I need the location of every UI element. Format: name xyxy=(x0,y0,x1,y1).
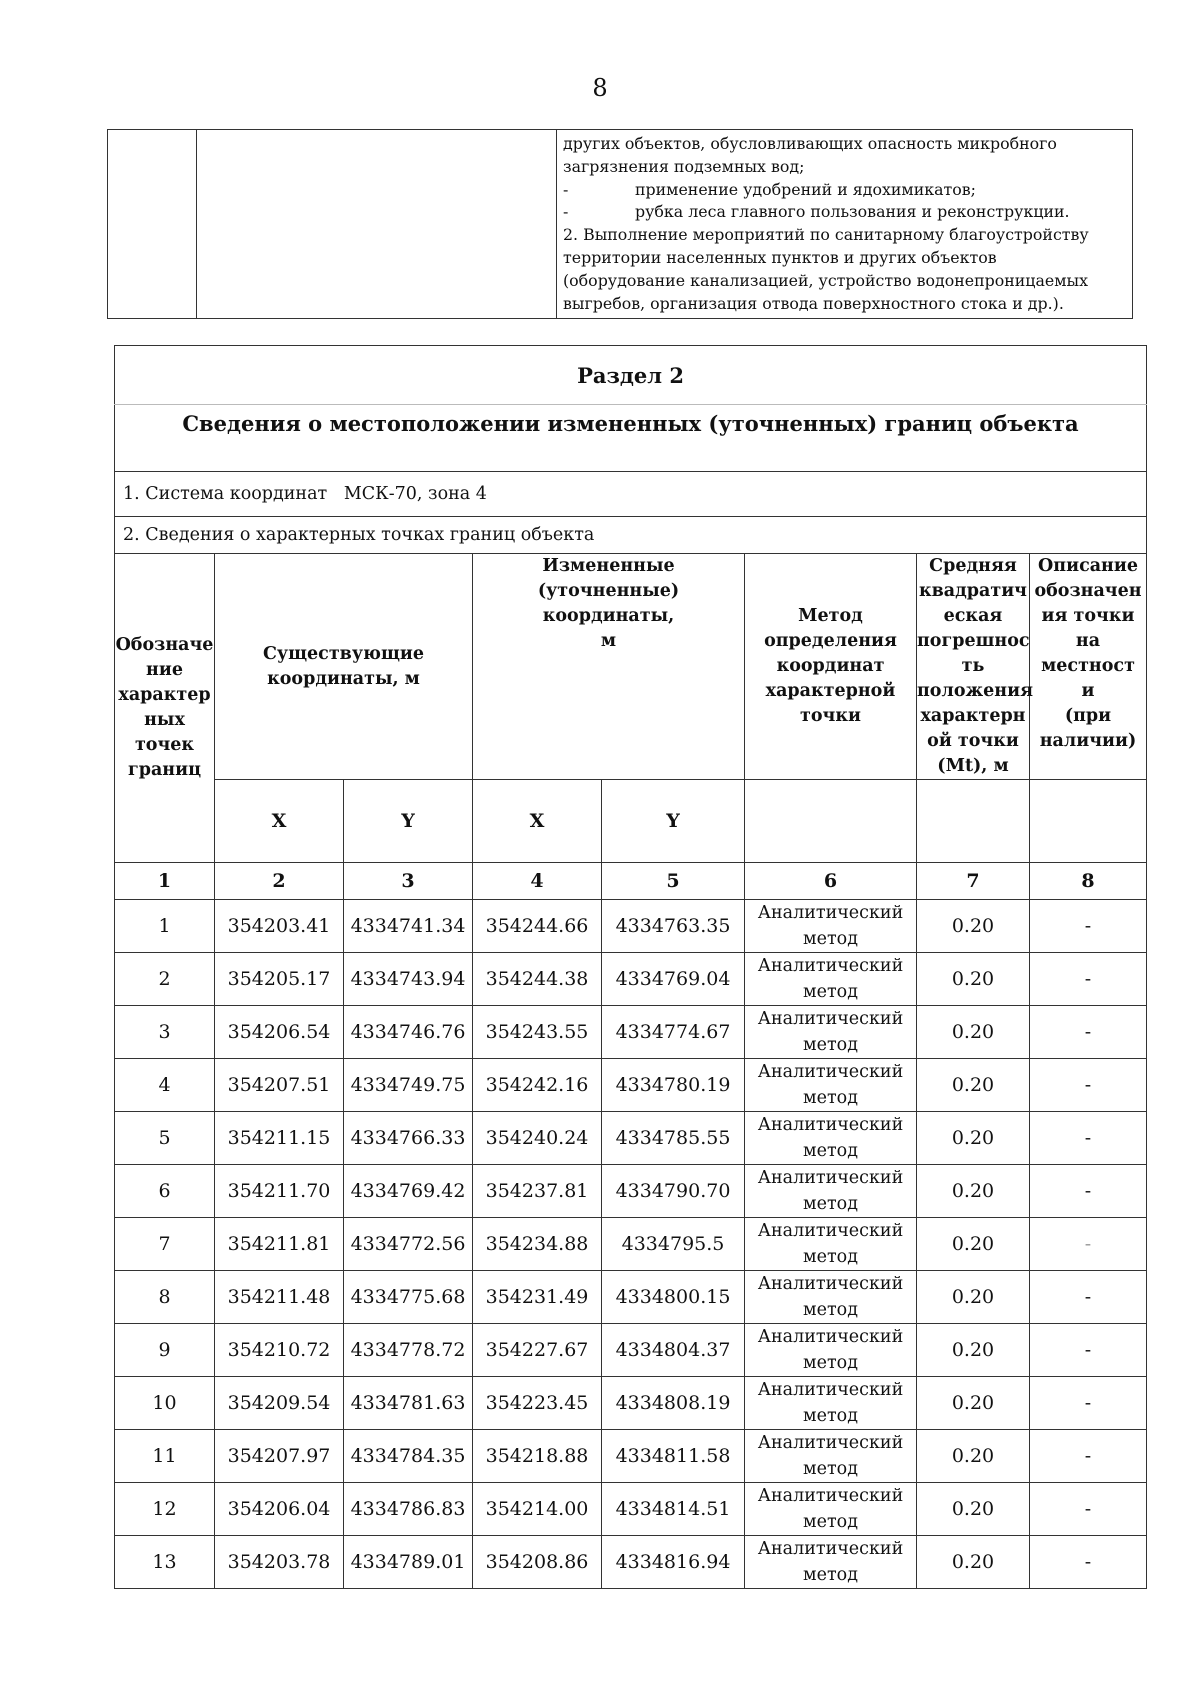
cell-error-mt: 0.20 xyxy=(917,900,1030,953)
cell-description: - xyxy=(1030,1483,1147,1536)
cell-existing-x: 354206.54 xyxy=(215,1006,344,1059)
page-number: 8 xyxy=(592,74,608,102)
cell-method: Аналитический метод xyxy=(745,1112,917,1165)
list-item xyxy=(563,201,1126,224)
list-dash: - xyxy=(563,179,569,199)
list-dash: - xyxy=(563,202,569,222)
cell-point-number: 6 xyxy=(115,1165,215,1218)
section-2-table xyxy=(114,345,1147,1589)
column-number: 2 xyxy=(215,863,344,900)
cell-point-number: 9 xyxy=(115,1324,215,1377)
cell-method: Аналитический метод xyxy=(745,1324,917,1377)
table-row xyxy=(115,1059,1147,1112)
cell-point-number: 13 xyxy=(115,1536,215,1589)
cell-method: Аналитический метод xyxy=(745,1430,917,1483)
cell-existing-y: 4334789.01 xyxy=(344,1536,473,1589)
cell-method: Аналитический метод xyxy=(745,1006,917,1059)
cell-changed-x: 354223.45 xyxy=(473,1377,602,1430)
measures-text-cell xyxy=(557,130,1133,319)
cell-changed-y: 4334769.04 xyxy=(602,953,745,1006)
cell-changed-x: 354234.88 xyxy=(473,1218,602,1271)
cell-description: - xyxy=(1030,1112,1147,1165)
list-item-text: применение удобрений и ядохимикатов; xyxy=(635,179,976,199)
coordinate-system: 1. Система координат МСК-70, зона 4 xyxy=(115,472,1147,517)
table-row xyxy=(115,1112,1147,1165)
cell-changed-y: 4334814.51 xyxy=(602,1483,745,1536)
cell-changed-x: 354243.55 xyxy=(473,1006,602,1059)
cell-existing-y: 4334772.56 xyxy=(344,1218,473,1271)
list-item xyxy=(563,179,1126,202)
cell-method: Аналитический метод xyxy=(745,953,917,1006)
text-line: 2. Выполнение мероприятий по санитарному благоустройству xyxy=(563,225,1089,245)
cell-method: Аналитический метод xyxy=(745,1059,917,1112)
cell-description: - xyxy=(1030,1006,1147,1059)
cell-error-mt: 0.20 xyxy=(917,1112,1030,1165)
cell-changed-x: 354240.24 xyxy=(473,1112,602,1165)
header-y-changed: Y xyxy=(602,780,745,863)
column-number: 3 xyxy=(344,863,473,900)
cell-description: - xyxy=(1030,1324,1147,1377)
cell-description: - xyxy=(1030,900,1147,953)
cell-point-number: 8 xyxy=(115,1271,215,1324)
header-error: Средняя квадратич еская погрешнос ть положения характерн ой точки (Mt), м xyxy=(917,554,1030,780)
text-line: загрязнения подземных вод; xyxy=(563,156,805,176)
cell-method: Аналитический метод xyxy=(745,1165,917,1218)
cell-changed-x: 354214.00 xyxy=(473,1483,602,1536)
cell-changed-y: 4334795.5 xyxy=(602,1218,745,1271)
cell-error-mt: 0.20 xyxy=(917,1377,1030,1430)
cell-changed-y: 4334774.67 xyxy=(602,1006,745,1059)
text-line: территории населенных пунктов и других объектов xyxy=(563,247,997,267)
cell-existing-x: 354211.81 xyxy=(215,1218,344,1271)
cell-existing-x: 354211.70 xyxy=(215,1165,344,1218)
cell-existing-x: 354211.48 xyxy=(215,1271,344,1324)
cell-error-mt: 0.20 xyxy=(917,1430,1030,1483)
cell-changed-x: 354242.16 xyxy=(473,1059,602,1112)
text-line: (оборудование канализацией, устройство водонепроницаемых xyxy=(563,270,1088,290)
cell-existing-y: 4334749.75 xyxy=(344,1059,473,1112)
cell-point-number: 10 xyxy=(115,1377,215,1430)
cell-point-number: 12 xyxy=(115,1483,215,1536)
cell-method: Аналитический метод xyxy=(745,1218,917,1271)
cell-changed-y: 4334808.19 xyxy=(602,1377,745,1430)
list-item-text: рубка леса главного пользования и реконструкции. xyxy=(635,202,1070,222)
cell-description: - xyxy=(1030,1430,1147,1483)
cell-method: Аналитический метод xyxy=(745,900,917,953)
cell-description: - xyxy=(1030,1377,1147,1430)
cell-description: - xyxy=(1030,1271,1147,1324)
header-description: Описание обозначен ия точки на местност и (при наличии) xyxy=(1030,554,1147,780)
cell-existing-x: 354206.04 xyxy=(215,1483,344,1536)
cell-method: Аналитический метод xyxy=(745,1377,917,1430)
table-row xyxy=(115,1483,1147,1536)
cell-existing-x: 354203.78 xyxy=(215,1536,344,1589)
cell-description: - xyxy=(1030,1165,1147,1218)
cell-existing-y: 4334741.34 xyxy=(344,900,473,953)
cell-existing-y: 4334766.33 xyxy=(344,1112,473,1165)
cell-method: Аналитический метод xyxy=(745,1483,917,1536)
cell-changed-y: 4334800.15 xyxy=(602,1271,745,1324)
cell-error-mt: 0.20 xyxy=(917,1165,1030,1218)
cell-point-number: 5 xyxy=(115,1112,215,1165)
empty-cell xyxy=(1030,780,1147,863)
cell-point-number: 7 xyxy=(115,1218,215,1271)
header-changed: Измененные (уточненные) координаты, м xyxy=(473,554,745,780)
cell-existing-x: 354210.72 xyxy=(215,1324,344,1377)
cell-existing-x: 354207.51 xyxy=(215,1059,344,1112)
empty-cell xyxy=(745,780,917,863)
cell-changed-y: 4334804.37 xyxy=(602,1324,745,1377)
text-line: других объектов, обусловливающих опасность микробного xyxy=(563,134,1057,153)
text-line: выгребов, организация отвода поверхностного стока и др.). xyxy=(563,293,1064,313)
cell-changed-x: 354244.66 xyxy=(473,900,602,953)
cell-changed-y: 4334790.70 xyxy=(602,1165,745,1218)
section-subtitle: Сведения о местоположении измененных (уточненных) границ объекта xyxy=(115,405,1147,472)
table-row xyxy=(115,1377,1147,1430)
points-info: 2. Сведения о характерных точках границ объекта xyxy=(115,517,1147,554)
cell-changed-x: 354244.38 xyxy=(473,953,602,1006)
cell-description: - xyxy=(1030,1059,1147,1112)
cell-changed-x: 354218.88 xyxy=(473,1430,602,1483)
cell-point-number: 1 xyxy=(115,900,215,953)
column-number: 4 xyxy=(473,863,602,900)
cell-existing-x: 354205.17 xyxy=(215,953,344,1006)
cell-point-number: 11 xyxy=(115,1430,215,1483)
header-x-changed: X xyxy=(473,780,602,863)
cell-error-mt: 0.20 xyxy=(917,1006,1030,1059)
cell-changed-y: 4334811.58 xyxy=(602,1430,745,1483)
cell-error-mt: 0.20 xyxy=(917,1536,1030,1589)
cell-existing-y: 4334781.63 xyxy=(344,1377,473,1430)
cell-existing-x: 354203.41 xyxy=(215,900,344,953)
column-number: 1 xyxy=(115,863,215,900)
cell-changed-y: 4334816.94 xyxy=(602,1536,745,1589)
cell-changed-x: 354237.81 xyxy=(473,1165,602,1218)
cell-method: Аналитический метод xyxy=(745,1271,917,1324)
table-row xyxy=(115,1536,1147,1589)
cell-existing-x: 354211.15 xyxy=(215,1112,344,1165)
cell-changed-y: 4334780.19 xyxy=(602,1059,745,1112)
table-row xyxy=(115,1430,1147,1483)
cell-point-number: 3 xyxy=(115,1006,215,1059)
cell-existing-x: 354209.54 xyxy=(215,1377,344,1430)
cell-method: Аналитический метод xyxy=(745,1536,917,1589)
cell-existing-y: 4334743.94 xyxy=(344,953,473,1006)
cell-point-number: 4 xyxy=(115,1059,215,1112)
cell-error-mt: 0.20 xyxy=(917,1324,1030,1377)
table-row xyxy=(115,1218,1147,1271)
column-number: 7 xyxy=(917,863,1030,900)
header-method: Метод определения координат характерной точки xyxy=(745,554,917,780)
table-row xyxy=(115,953,1147,1006)
cell-changed-y: 4334785.55 xyxy=(602,1112,745,1165)
cell-existing-y: 4334786.83 xyxy=(344,1483,473,1536)
cell-existing-y: 4334778.72 xyxy=(344,1324,473,1377)
table-row xyxy=(115,1271,1147,1324)
table-row xyxy=(115,1165,1147,1218)
section-title: Раздел 2 xyxy=(115,346,1147,405)
cell-existing-y: 4334769.42 xyxy=(344,1165,473,1218)
cell-changed-x: 354208.86 xyxy=(473,1536,602,1589)
cell-description: - xyxy=(1030,1218,1147,1271)
cell-error-mt: 0.20 xyxy=(917,1059,1030,1112)
cell-existing-y: 4334746.76 xyxy=(344,1006,473,1059)
column-number: 5 xyxy=(602,863,745,900)
continued-table xyxy=(107,129,1133,319)
cell-existing-y: 4334775.68 xyxy=(344,1271,473,1324)
empty-cell xyxy=(197,130,557,319)
cell-existing-y: 4334784.35 xyxy=(344,1430,473,1483)
header-designation: Обозначе ние характер ных точек границ xyxy=(115,554,215,863)
cell-changed-y: 4334763.35 xyxy=(602,900,745,953)
cell-error-mt: 0.20 xyxy=(917,1483,1030,1536)
cell-existing-x: 354207.97 xyxy=(215,1430,344,1483)
header-y-existing: Y xyxy=(344,780,473,863)
header-existing: Существующие координаты, м xyxy=(215,554,473,780)
cell-error-mt: 0.20 xyxy=(917,1271,1030,1324)
table-row xyxy=(115,1324,1147,1377)
column-number: 8 xyxy=(1030,863,1147,900)
table-row xyxy=(115,900,1147,953)
cell-error-mt: 0.20 xyxy=(917,1218,1030,1271)
cell-description: - xyxy=(1030,1536,1147,1589)
empty-cell xyxy=(108,130,197,319)
cell-changed-x: 354227.67 xyxy=(473,1324,602,1377)
header-x-existing: X xyxy=(215,780,344,863)
empty-cell xyxy=(917,780,1030,863)
cell-point-number: 2 xyxy=(115,953,215,1006)
cell-error-mt: 0.20 xyxy=(917,953,1030,1006)
cell-changed-x: 354231.49 xyxy=(473,1271,602,1324)
column-number: 6 xyxy=(745,863,917,900)
table-row xyxy=(115,1006,1147,1059)
cell-description: - xyxy=(1030,953,1147,1006)
